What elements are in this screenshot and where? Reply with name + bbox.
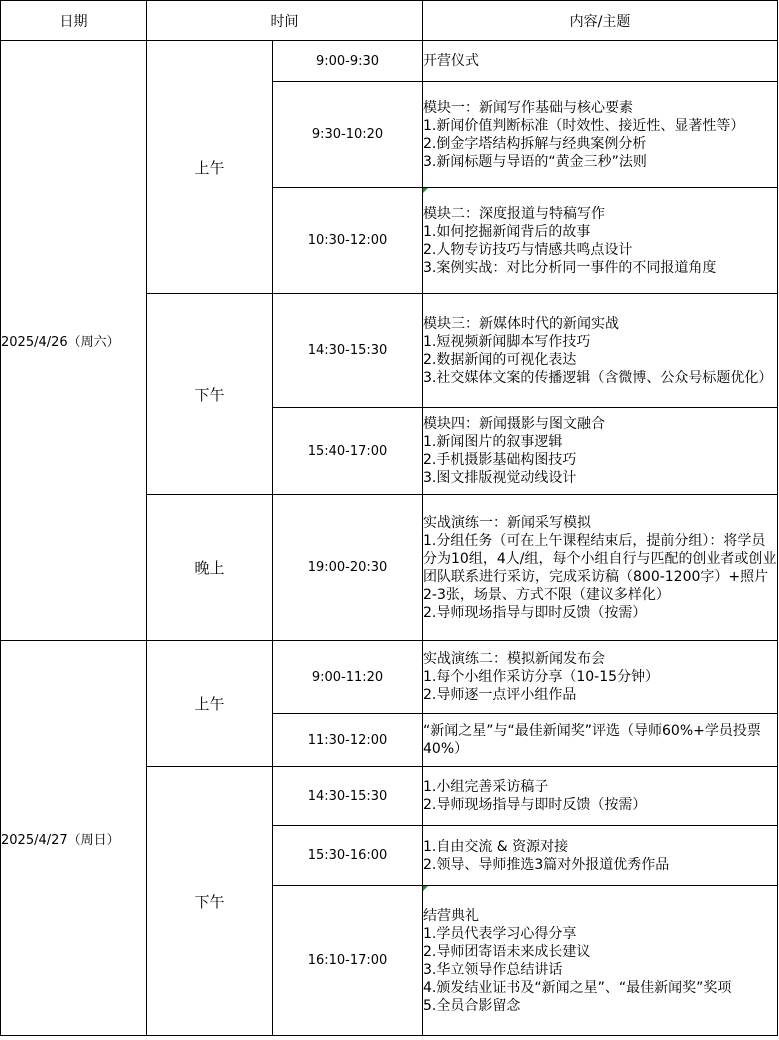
content-cell [423, 82, 778, 188]
content-line: 1.如何挖掘新闻背后的故事 [423, 223, 591, 240]
time-cell: 9:30-10:20 [273, 82, 423, 188]
time-cell: 11:30-12:00 [273, 714, 423, 767]
content-line: 2.导师现场指导与即时反馈（按需） [423, 797, 647, 813]
time-cell: 14:30-15:30 [273, 294, 423, 408]
time-cell: 15:30-16:00 [273, 826, 423, 886]
period-cell: 上午 [147, 641, 273, 767]
content-line: 1.每个小组作采访分享（10-15分钟） [423, 669, 660, 685]
content-line: 3.华立领导作总结讲话 [423, 961, 563, 978]
content-cell [423, 41, 778, 82]
table-row [1, 641, 778, 714]
content-line: 1.分组任务（可在上午课程结束后，提前分组）：将学员分为10组，4人/组，每个小组自行与匹配的创业者或创业团队联系进行采访，完成采访稿（800-1200字）+照片2-3张，场景、方式不限（建议多样化） [423, 532, 777, 603]
content-line: 1.新闻价值判断标准（时效性、接近性、显著性等） [423, 117, 745, 134]
content-line: 开营仪式 [423, 53, 479, 69]
content-cell [423, 714, 778, 767]
content-line: 模块三：新媒体时代的新闻实战 [423, 315, 619, 332]
content-line: 模块二：深度报道与特稿写作 [423, 205, 605, 222]
period-cell: 晚上 [147, 495, 273, 641]
date-cell: 2025/4/26（周六） [1, 41, 147, 641]
content-line: 3.新闻标题与导语的“黄金三秒”法则 [423, 153, 647, 170]
time-cell: 15:40-17:00 [273, 408, 423, 495]
content-line: 2.导师现场指导与即时反馈（按需） [423, 604, 647, 621]
period-cell: 上午 [147, 41, 273, 294]
content-line: 模块一：新闻写作基础与核心要素 [423, 99, 633, 116]
content-line: 5.全员合影留念 [423, 997, 521, 1014]
content-line: 实战演练二：模拟新闻发布会 [423, 651, 605, 667]
cell-comment-marker [423, 886, 428, 891]
content-line: “新闻之星”与“最佳新闻奖”评选（导师60%+学员投票40%） [423, 723, 761, 757]
content-line: 2.导师团寄语未来成长建议 [423, 943, 591, 960]
content-line: 3.案例实战：对比分析同一事件的不同报道角度 [423, 259, 717, 276]
content-line: 模块四：新闻摄影与图文融合 [423, 416, 605, 432]
content-cell [423, 826, 778, 886]
content-line: 1.短视频新闻脚本写作技巧 [423, 333, 591, 350]
content-line: 2.数据新闻的可视化表达 [423, 351, 577, 368]
cell-comment-marker [423, 188, 428, 193]
content-cell [423, 641, 778, 714]
time-cell: 9:00-9:30 [273, 41, 423, 82]
period-cell: 下午 [147, 767, 273, 1036]
content-line: 4.颁发结业证书及“新闻之星”、“最佳新闻奖”奖项 [423, 979, 732, 996]
header-row [1, 1, 778, 41]
content-line: 1.小组完善采访稿子 [423, 779, 549, 795]
content-line: 3.社交媒体文案的传播逻辑（含微博、公众号标题优化） [423, 369, 773, 386]
period-cell: 下午 [147, 294, 273, 495]
content-line: 结营典礼 [423, 907, 479, 924]
table-row [1, 41, 778, 82]
time-cell: 9:00-11:20 [273, 641, 423, 714]
header-content: 内容/主题 [423, 1, 778, 41]
content-cell [423, 188, 778, 294]
content-line: 实战演练一：新闻采写模拟 [423, 514, 591, 531]
content-line: 1.自由交流 & 资源对接 [423, 838, 569, 855]
header-time: 时间 [147, 1, 423, 41]
time-cell: 14:30-15:30 [273, 767, 423, 826]
content-line: 3.图文排版视觉动线设计 [423, 470, 577, 486]
content-cell [423, 495, 778, 641]
time-cell: 16:10-17:00 [273, 886, 423, 1036]
content-line: 2.手机摄影基础构图技巧 [423, 452, 577, 468]
content-line: 2.倒金字塔结构拆解与经典案例分析 [423, 135, 647, 152]
header-date: 日期 [1, 1, 147, 41]
content-line: 1.新闻图片的叙事逻辑 [423, 434, 563, 450]
content-line: 2.导师逐一点评小组作品 [423, 687, 577, 703]
content-line: 1.学员代表学习心得分享 [423, 925, 577, 942]
time-cell: 19:00-20:30 [273, 495, 423, 641]
content-line: 2.人物专访技巧与情感共鸣点设计 [423, 241, 633, 258]
time-cell: 10:30-12:00 [273, 188, 423, 294]
date-cell: 2025/4/27（周日） [1, 641, 147, 1036]
content-cell [423, 408, 778, 495]
content-cell [423, 294, 778, 408]
content-cell [423, 767, 778, 826]
content-cell [423, 886, 778, 1036]
content-line: 2.领导、导师推选3篇对外报道优秀作品 [423, 856, 670, 873]
